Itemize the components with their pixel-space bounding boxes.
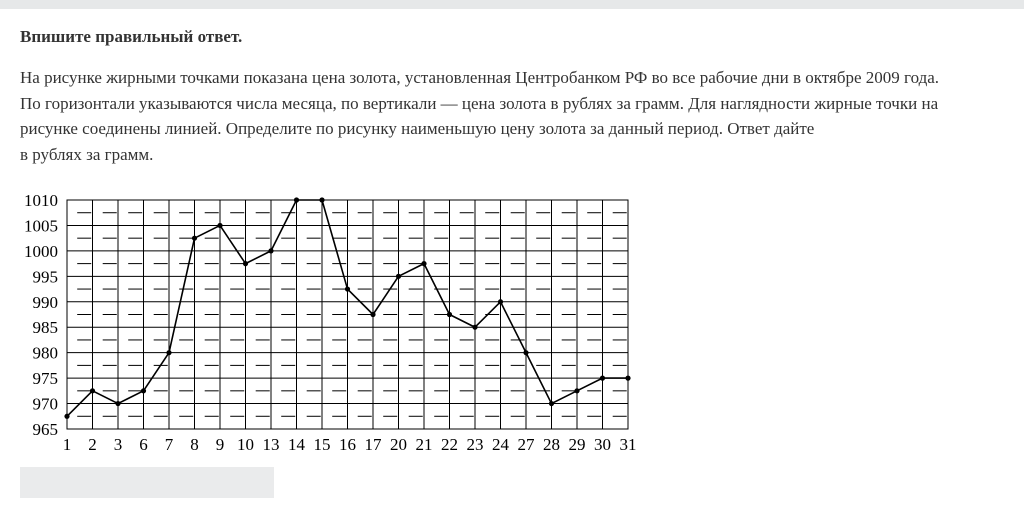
data-point: [421, 261, 426, 266]
answer-input[interactable]: [20, 467, 274, 498]
data-point: [294, 197, 299, 202]
task-text-line: рисунке соединены линией. Определите по рисунку наименьшую цену золота за данный период. Ответ дайте: [20, 119, 815, 138]
data-point: [268, 248, 273, 253]
x-tick-label: 17: [364, 435, 382, 454]
data-point: [370, 312, 375, 317]
data-point: [447, 312, 452, 317]
y-tick-label: 1005: [24, 216, 58, 236]
data-point: [64, 414, 69, 419]
y-tick-label: 995: [32, 267, 58, 287]
x-tick-label: 16: [339, 435, 356, 454]
data-point: [166, 350, 171, 355]
x-tick-label: 1: [62, 435, 72, 454]
data-point: [319, 197, 324, 202]
data-point: [90, 388, 95, 393]
task-title: Впишите правильный ответ.: [20, 27, 243, 46]
top-bar: [0, 0, 1024, 9]
x-tick-label: 30: [594, 435, 611, 454]
x-tick-label: 7: [164, 435, 174, 454]
x-tick-label: 29: [568, 435, 586, 454]
x-tick-label: 15: [313, 435, 331, 454]
x-tick-label: 20: [390, 435, 407, 454]
y-tick-label: 985: [32, 318, 58, 338]
chart-svg: [0, 185, 660, 465]
gold-price-chart: [0, 185, 660, 465]
data-point: [217, 223, 222, 228]
task-text-line: По горизонтали указываются числа месяца, по вертикали — цена золота в рублях за грамм. Для наглядности жирные точки на: [20, 93, 939, 113]
data-point: [625, 376, 630, 381]
y-tick-label: 990: [32, 292, 58, 312]
data-point: [472, 325, 477, 330]
y-tick-label: 965: [32, 420, 58, 439]
x-tick-label: 28: [543, 435, 560, 454]
x-tick-label: 27: [517, 435, 535, 454]
x-tick-label: 21: [415, 435, 433, 454]
data-point: [574, 388, 579, 393]
y-tick-label: 970: [32, 394, 58, 414]
task-text: [20, 65, 1020, 167]
y-tick-label: 1000: [24, 241, 58, 261]
data-point: [600, 376, 605, 381]
data-point: [498, 299, 503, 304]
x-tick-label: 2: [88, 435, 97, 454]
task-text-line: в рублях за грамм.: [20, 144, 154, 164]
x-tick-label: 14: [288, 435, 305, 454]
x-tick-label: 22: [441, 435, 458, 454]
x-tick-label: 8: [190, 435, 199, 454]
task-text-line: На рисунке жирными точками показана цена золота, установленная Центробанком РФ во все рабочие дни в октябре 2009 года.: [20, 68, 940, 87]
data-point: [523, 350, 528, 355]
data-point: [345, 286, 350, 291]
data-point: [243, 261, 248, 266]
data-point: [141, 388, 146, 393]
y-tick-label: 975: [32, 369, 58, 389]
x-tick-label: 13: [262, 435, 280, 454]
x-tick-label: 9: [215, 435, 225, 454]
data-point: [115, 401, 120, 406]
data-point: [549, 401, 554, 406]
x-tick-label: 3: [113, 435, 123, 454]
x-tick-label: 24: [492, 435, 509, 454]
y-tick-label: 980: [32, 343, 58, 363]
x-tick-label: 6: [139, 435, 148, 454]
x-tick-label: 10: [237, 435, 254, 454]
data-point: [396, 274, 401, 279]
x-tick-label: 23: [466, 435, 484, 454]
y-tick-label: 1010: [24, 191, 58, 210]
data-point: [192, 236, 197, 241]
x-tick-label: 31: [619, 435, 637, 454]
